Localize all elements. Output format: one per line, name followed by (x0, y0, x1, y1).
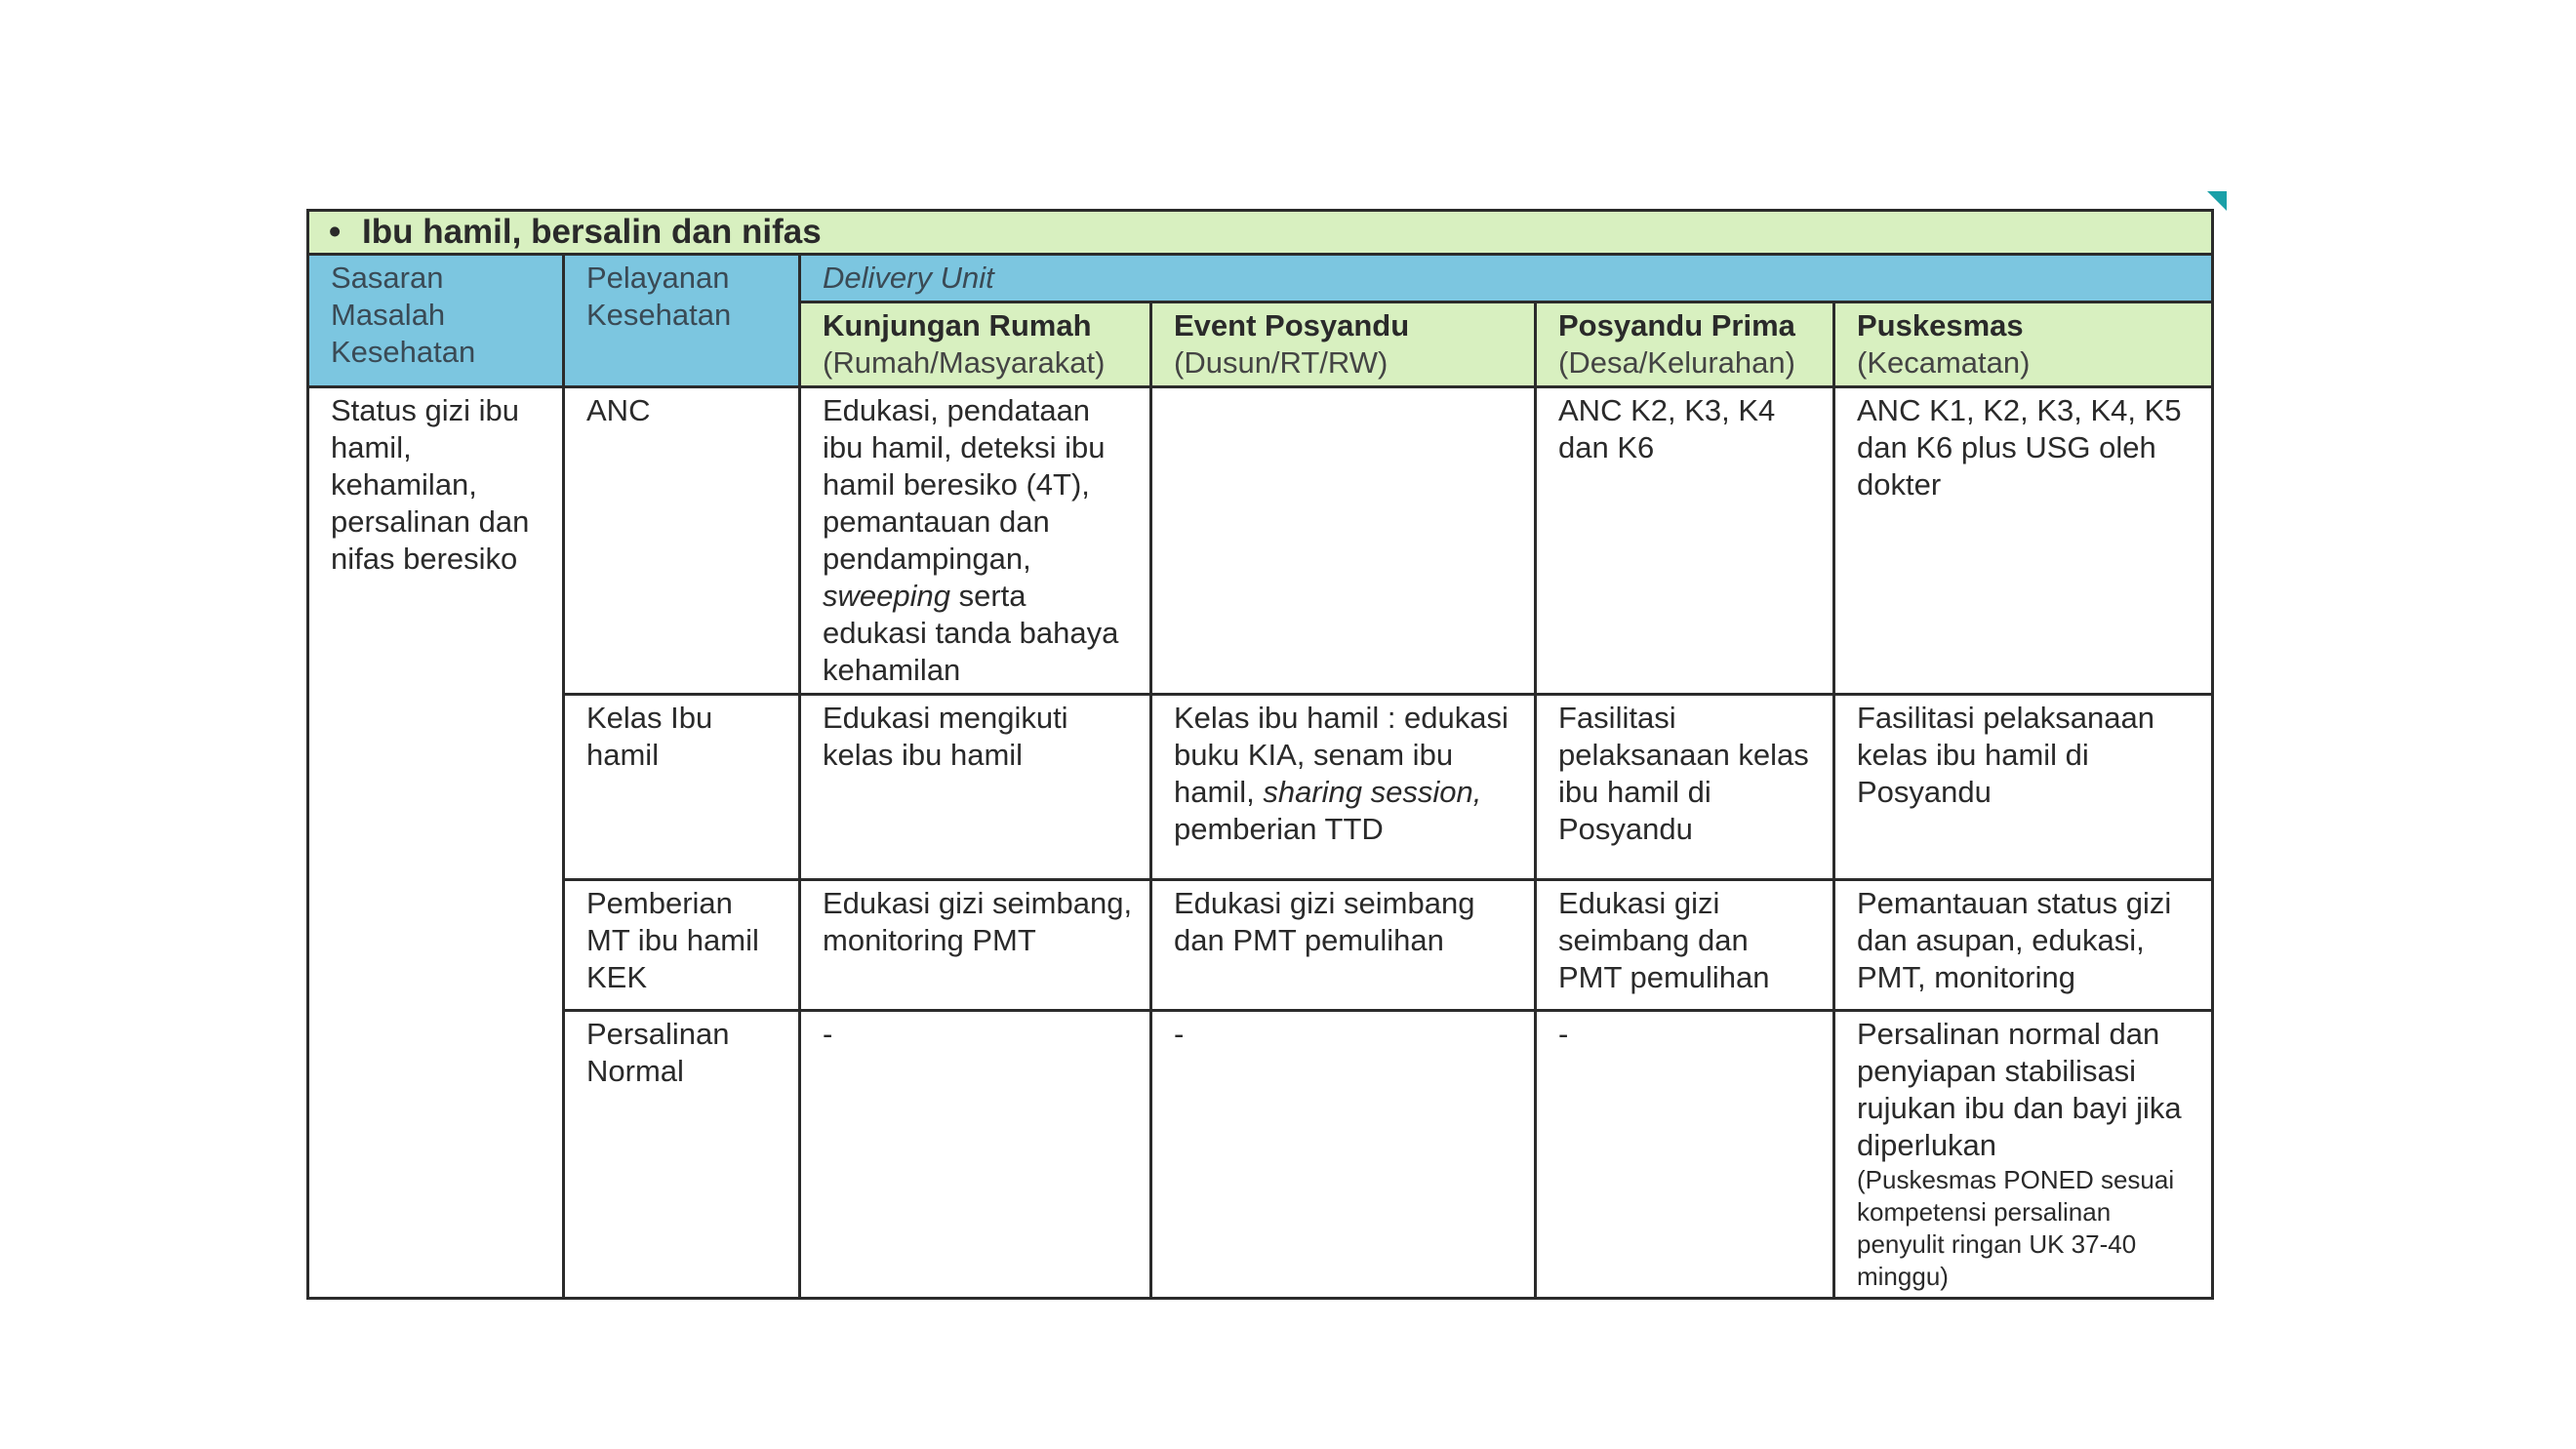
header-delivery-unit: Delivery Unit (800, 255, 2213, 302)
unit-scope: (Dusun/RT/RW) (1174, 345, 1389, 380)
event-posyandu-cell: Edukasi gizi seimbang dan PMT pemulihan (1151, 880, 1536, 1011)
delivery-unit-table (306, 209, 2214, 1300)
pelayanan-cell: Pemberian MT ibu hamil KEK (564, 880, 800, 1011)
unit-name: Kunjungan Rumah (823, 308, 1092, 342)
kunjungan-rumah-cell: Edukasi mengikuti kelas ibu hamil (800, 695, 1151, 880)
event-posyandu-cell (1151, 387, 1536, 695)
pelayanan-cell: Kelas Ibu hamil (564, 695, 800, 880)
table-row (308, 880, 2213, 1011)
cell-text-italic: sharing session, (1263, 775, 1482, 809)
table-row (308, 387, 2213, 695)
puskesmas-cell: Fasilitasi pelaksanaan kelas ibu hamil di Posyandu (1834, 695, 2213, 880)
header-unit-posyandu-prima (1536, 302, 1834, 387)
posyandu-prima-cell: Edukasi gizi seimbang dan PMT pemulihan (1536, 880, 1834, 1011)
unit-name: Puskesmas (1857, 308, 2024, 342)
event-posyandu-cell: - (1151, 1011, 1536, 1299)
cell-text: Persalinan normal dan penyiapan stabilisasi rujukan ibu dan bayi jika diperlukan (1857, 1017, 2182, 1162)
pelayanan-cell: ANC (564, 387, 800, 695)
puskesmas-cell: ANC K1, K2, K3, K4, K5 dan K6 plus USG oleh dokter (1834, 387, 2213, 695)
table-title-text: Ibu hamil, bersalin dan nifas (362, 213, 822, 251)
cell-text: Kelas ibu hamil : edukasi buku KIA, senam ibu hamil, (1174, 701, 1509, 809)
cell-note: (Puskesmas PONED sesuai kompetensi persalinan penyulit ringan UK 37-40 minggu) (1857, 1165, 2175, 1291)
cell-text-italic: sweeping (823, 579, 950, 613)
puskesmas-cell (1834, 1011, 2213, 1299)
table-row (308, 695, 2213, 880)
unit-scope: (Rumah/Masyarakat) (823, 345, 1106, 380)
kunjungan-rumah-cell (800, 387, 1151, 695)
unit-name: Posyandu Prima (1558, 308, 1795, 342)
posyandu-prima-cell: ANC K2, K3, K4 dan K6 (1536, 387, 1834, 695)
cell-text: pemberian TTD (1174, 812, 1384, 846)
cell-text: Edukasi, pendataan ibu hamil, deteksi ibu hamil beresiko (4T), pemantauan dan pendampingan, (823, 393, 1106, 576)
header-pelayanan: Pelayanan Kesehatan (564, 255, 800, 387)
header-unit-event-posyandu (1151, 302, 1536, 387)
posyandu-prima-cell: - (1536, 1011, 1834, 1299)
sasaran-cell: Status gizi ibu hamil, kehamilan, persalinan dan nifas beresiko (308, 387, 564, 1299)
table-row (308, 1011, 2213, 1299)
kunjungan-rumah-cell: Edukasi gizi seimbang, monitoring PMT (800, 880, 1151, 1011)
header-unit-puskesmas (1834, 302, 2213, 387)
posyandu-prima-cell: Fasilitasi pelaksanaan kelas ibu hamil di Posyandu (1536, 695, 1834, 880)
cell-text: serta edukasi tanda bahaya kehamilan (823, 579, 1119, 687)
kunjungan-rumah-cell: - (800, 1011, 1151, 1299)
header-sasaran: Sasaran Masalah Kesehatan (308, 255, 564, 387)
unit-name: Event Posyandu (1174, 308, 1410, 342)
unit-scope: (Desa/Kelurahan) (1558, 345, 1795, 380)
header-unit-kunjungan-rumah (800, 302, 1151, 387)
bullet-icon: • (329, 213, 342, 251)
event-posyandu-cell (1151, 695, 1536, 880)
corner-accent-mark (2207, 191, 2227, 211)
puskesmas-cell: Pemantauan status gizi dan asupan, edukasi, PMT, monitoring (1834, 880, 2213, 1011)
table-title (308, 211, 2213, 255)
unit-scope: (Kecamatan) (1857, 345, 2031, 380)
pelayanan-cell: Persalinan Normal (564, 1011, 800, 1299)
